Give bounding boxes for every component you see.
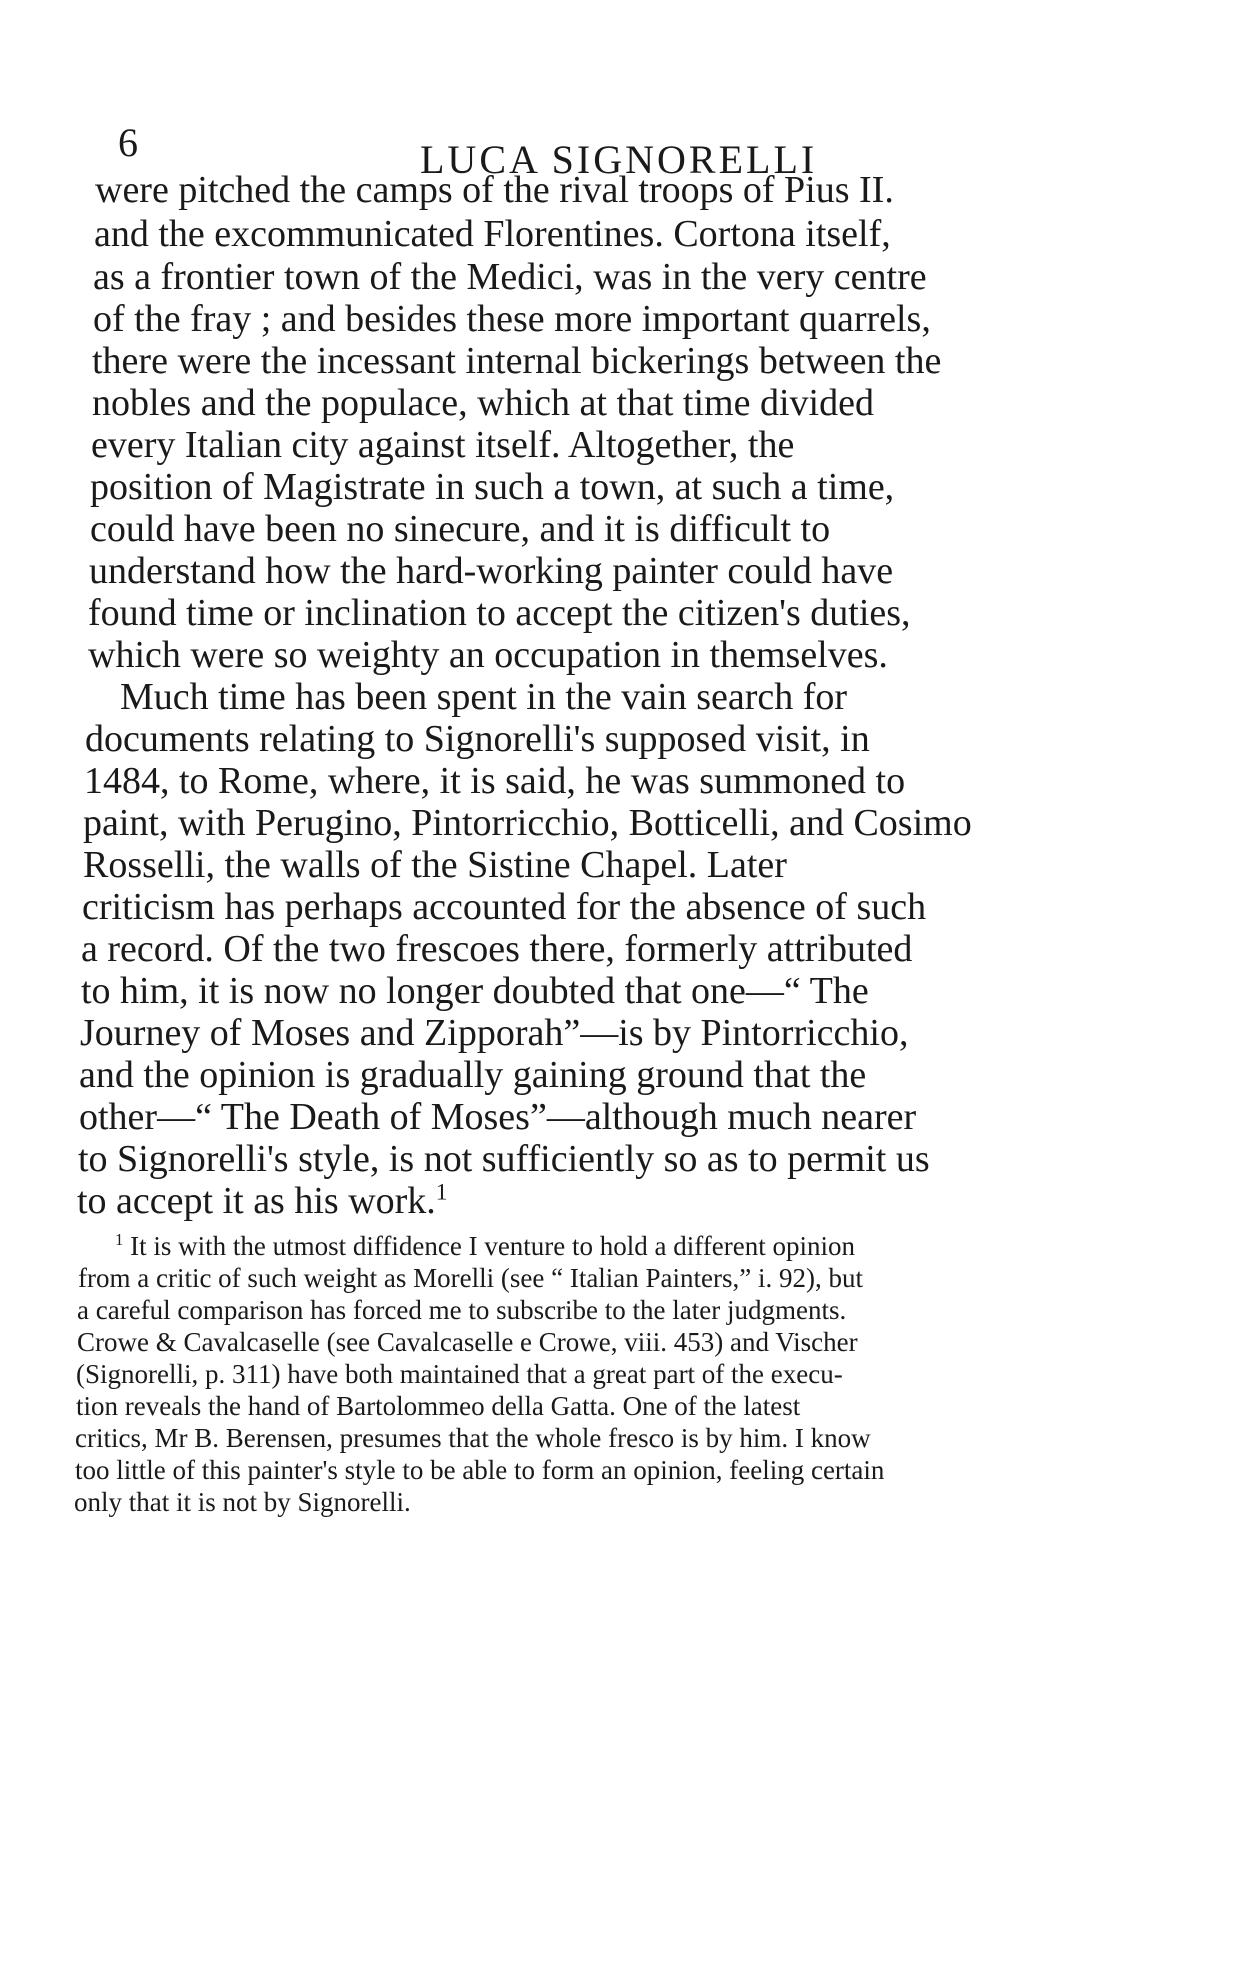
body-line: other—“ The Death of Moses”—although much nearer xyxy=(79,1096,917,1138)
body-line: there were the incessant internal bickerings between the xyxy=(92,340,942,382)
body-line: as a frontier town of the Medici, was in the very centre xyxy=(93,256,927,298)
body-line: and the opinion is gradually gaining ground that the xyxy=(79,1054,867,1096)
body-line: Journey of Moses and Zipporah”—is by Pintorricchio, xyxy=(80,1012,909,1054)
body-line: a record. Of the two frescoes there, formerly attributed xyxy=(81,928,913,970)
footnote-line: critics, Mr B. Berensen, presumes that the whole fresco is by him. I know xyxy=(75,1423,871,1453)
footnote-marker: 1 xyxy=(115,1230,124,1249)
body-line: to him, it is now no longer doubted that one—“ The xyxy=(81,970,869,1012)
body-line: were pitched the camps of the rival troops of Pius II. xyxy=(95,169,894,211)
body-line: to Signorelli's style, is not sufficiently so as to permit us xyxy=(78,1138,930,1180)
footnote-line: only that it is not by Signorelli. xyxy=(74,1487,411,1517)
footnote-line: Crowe & Cavalcaselle (see Cavalcaselle e Crowe, viii. 453) and Vischer xyxy=(77,1327,858,1357)
footnote-text: It is with the utmost diffidence I venture to hold a different opinion xyxy=(130,1231,855,1261)
body-line: and the excommunicated Florentines. Cortona itself, xyxy=(94,213,891,255)
body-line: of the fray ; and besides these more important quarrels, xyxy=(93,298,931,340)
body-line-paragraph-start: Much time has been spent in the vain search for xyxy=(120,676,848,718)
footnote-line: from a critic of such weight as Morelli (see “ Italian Painters,” i. 92), but xyxy=(78,1263,864,1293)
body-line: nobles and the populace, which at that time divided xyxy=(92,382,874,424)
body-line: which were so weighty an occupation in themselves. xyxy=(88,634,888,676)
footnote-line: too little of this painter's style to be able to form an opinion, feeling certain xyxy=(75,1455,885,1485)
footnote-line: a careful comparison has forced me to subscribe to the later judgments. xyxy=(77,1295,847,1325)
body-line: 1484, to Rome, where, it is said, he was summoned to xyxy=(84,760,906,802)
body-line: could have been no sinecure, and it is difficult to xyxy=(90,508,831,550)
body-line: understand how the hard-working painter could have xyxy=(89,550,894,592)
body-line-text: to accept it as his work. xyxy=(77,1180,436,1222)
running-head: LUCA SIGNORELLI xyxy=(420,137,818,182)
body-line: found time or inclination to accept the citizen's duties, xyxy=(88,592,911,634)
footnote-reference: 1 xyxy=(435,1179,448,1206)
body-line: every Italian city against itself. Altogether, the xyxy=(91,424,795,466)
body-line: paint, with Perugino, Pintorricchio, Botticelli, and Cosimo xyxy=(83,802,972,844)
footnote-line: (Signorelli, p. 311) have both maintained that a great part of the execu- xyxy=(76,1359,843,1389)
body-line: Rosselli, the walls of the Sistine Chapel. Later xyxy=(83,844,787,886)
body-line: criticism has perhaps accounted for the absence of such xyxy=(82,886,927,928)
body-line: documents relating to Signorelli's supposed visit, in xyxy=(85,718,870,760)
footnote-line-first xyxy=(115,1230,855,1262)
page-number: 6 xyxy=(118,120,138,165)
body-line: position of Magistrate in such a town, at such a time, xyxy=(90,466,895,508)
body-line-last xyxy=(77,1179,448,1223)
footnote-line: tion reveals the hand of Bartolommeo della Gatta. One of the latest xyxy=(76,1391,801,1421)
